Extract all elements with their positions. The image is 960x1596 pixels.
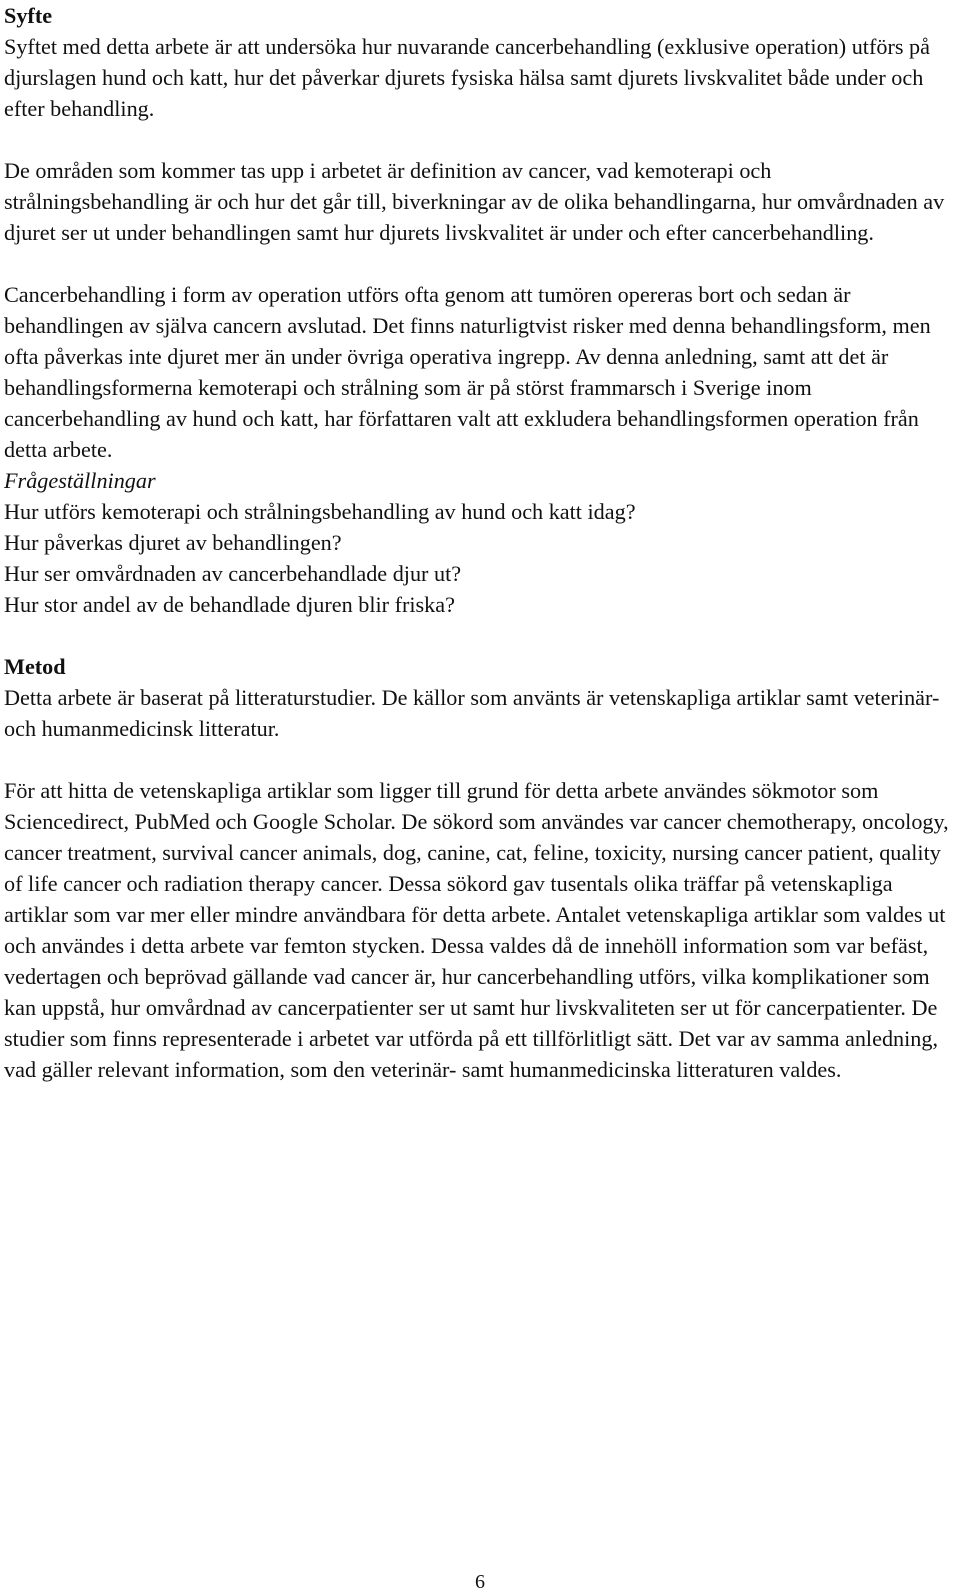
syfte-paragraph-2: De områden som kommer tas upp i arbetet är definition av cancer, vad kemoterapi och strålningsbehandling är och hur det går till, biverkningar av de olika behandlingarna, hur omvårdnaden av djuret ser ut under behandlingen samt hur djurets livskvalitet är under och efter cancerbehandling. [4,158,945,245]
question-3: Hur ser omvårdnaden av cancerbehandlade djur ut? [4,561,462,586]
section-heading-syfte: Syfte [4,3,53,28]
metod-paragraph-2: För att hitta de vetenskapliga artiklar som ligger till grund för detta arbete användes sökmotor som Sciencedirect, PubMed och Google Scholar. De sökord som användes var cancer chemotherapy, oncology, cancer treatment, survival cancer animals, dog, canine, cat, feline, toxicity, nursing cancer patient, quality of life cancer och radiation therapy cancer. Dessa sökord gav tusentals olika träffar på vetenskapliga artiklar som var mer eller mindre användbara för detta arbete. Antalet vetenskapliga artiklar som valdes ut och användes i detta arbete var femton stycken. Dessa valdes då de innehöll information som var befäst, vedertagen och beprövad gällande vad cancer är, hur cancerbehandling utförs, vilka komplikationer som kan uppstå, hur omvårdnad av cancerpatienter ser ut samt hur livskvaliteten ser ut för cancerpatienter. De studier som finns representerade i arbetet var utförda på ett tillförlitligt sätt. Det var av samma anledning, vad gäller relevant information, som den veterinär- samt humanmedicinska litteraturen valdes. [4,778,949,1082]
syfte-paragraph-1: Syftet med detta arbete är att undersöka hur nuvarande cancerbehandling (exklusive operation) utförs på djurslagen hund och katt, hur det påverkar djurets fysiska hälsa samt djurets livskvalitet både under och efter behandling. [4,34,930,121]
syfte-paragraph-3: Cancerbehandling i form av operation utförs ofta genom att tumören opereras bort och sedan är behandlingen av själva cancern avslutad. Det finns naturligtvist risker med denna behandlingsform, men ofta påverkas inte djuret mer än under övriga operativa ingrepp. Av denna anledning, samt att det är behandlingsformerna kemoterapi och strålning som är på störst frammarsch i Sverige inom cancerbehandling av hund och katt, har författaren valt att exkludera behandlingsformen operation från detta arbete. [4,282,931,462]
metod-paragraph-1: Detta arbete är baserat på litteraturstudier. De källor som använts är vetenskapliga artiklar samt veterinär- och humanmedicinsk litteratur. [4,685,940,741]
document-page [4,0,956,1085]
page-number: 6 [475,1571,485,1593]
question-4: Hur stor andel av de behandlade djuren blir friska? [4,592,455,617]
question-2: Hur påverkas djuret av behandlingen? [4,530,342,555]
section-heading-metod: Metod [4,654,66,679]
question-1: Hur utförs kemoterapi och strålningsbehandling av hund och katt idag? [4,499,636,524]
subheading-fragestallningar: Frågeställningar [4,468,156,493]
